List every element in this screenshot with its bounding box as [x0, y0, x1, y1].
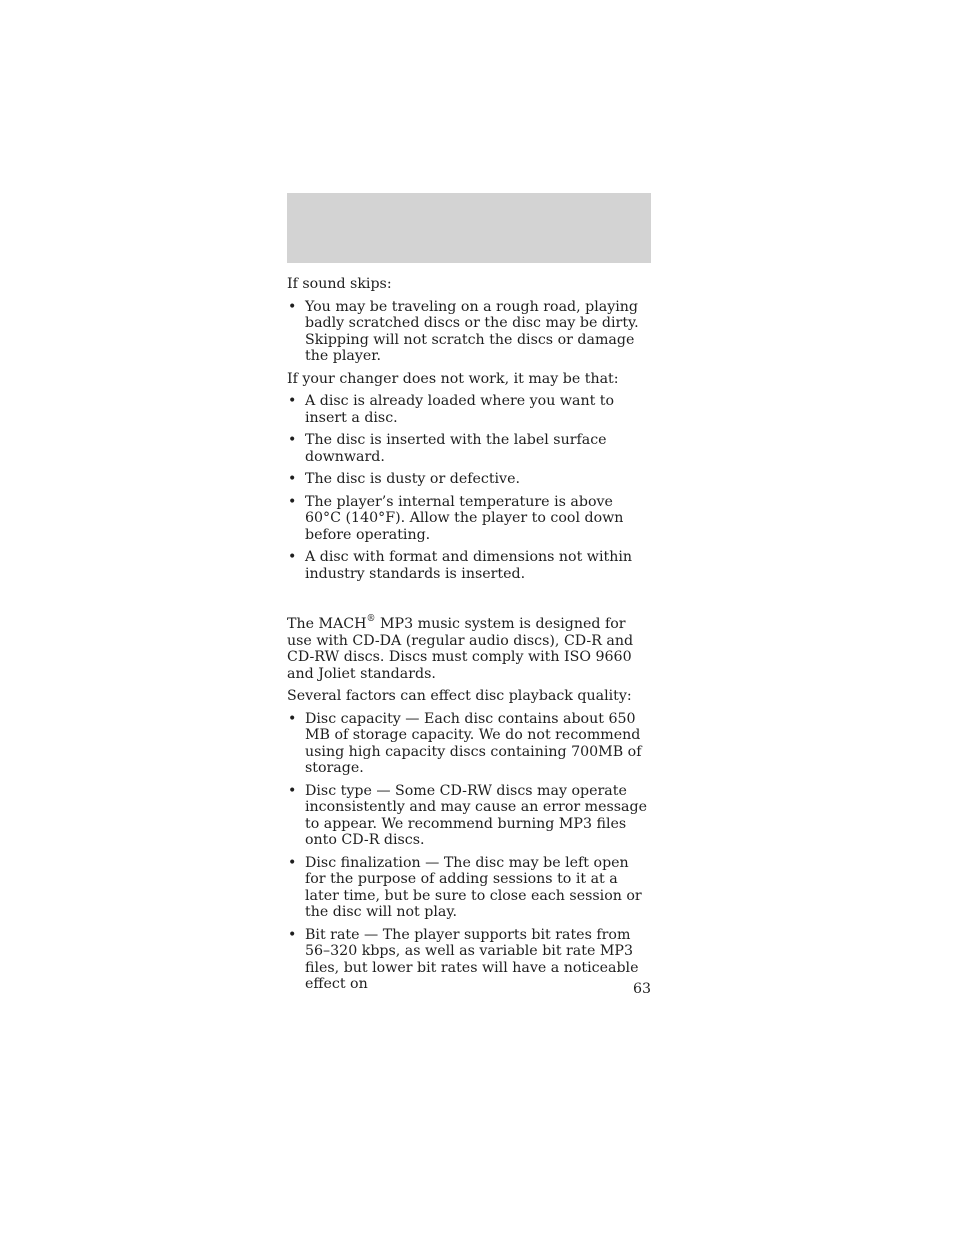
- factors-list: [287, 711, 653, 993]
- bullet-icon: •: [288, 854, 297, 871]
- list-item: • Bit rate — The player supports bit rates from 56–320 kbps, as well as variable bit rate MP3 files, but lower bit rates will have a noticeable effect on: [288, 926, 639, 992]
- list-item: • Disc capacity — Each disc contains about 650 MB of storage capacity. We do not recommend using high capacity discs containing 700MB of storage.: [288, 710, 642, 776]
- list-item: • The player’s internal temperature is above 60°C (140°F). Allow the player to cool down before operating.: [288, 493, 624, 543]
- list-item: • Disc finalization — The disc may be left open for the purpose of adding sessions to it at a later time, but be sure to close each session or the disc will not play.: [288, 854, 642, 920]
- bullet-icon: •: [288, 471, 297, 487]
- section-spacer: [287, 588, 653, 616]
- bullet-icon: •: [288, 926, 297, 943]
- bullet-icon: •: [288, 393, 297, 409]
- registered-mark: ®: [366, 614, 376, 625]
- list-item: • You may be traveling on a rough road, playing badly scratched discs or the disc may be dirty. Skipping will not scratch the discs or damage the player.: [288, 298, 639, 364]
- list-item: • The disc is dusty or defective.: [288, 471, 520, 487]
- section-header-bar: [287, 193, 651, 263]
- bullet-icon: •: [288, 549, 297, 565]
- mp3-system-intro: The MACH® MP3 music system is designed for use with CD-DA (regular audio discs), CD-R and CD-RW discs. Discs must comply with ISO 9660 and Joliet standards.: [287, 614, 634, 682]
- bullet-icon: •: [288, 432, 297, 448]
- page-content: [287, 276, 653, 999]
- list-item: • The disc is inserted with the label surface downward.: [288, 432, 607, 465]
- sound-skips-intro: If sound skips:: [287, 276, 392, 292]
- changer-intro: If your changer does not work, it may be that:: [287, 370, 619, 387]
- bullet-icon: •: [288, 298, 297, 315]
- bullet-icon: •: [288, 493, 297, 510]
- sound-skips-list: [287, 299, 653, 365]
- page-number: 63: [632, 981, 651, 997]
- list-item: • Disc type — Some CD-RW discs may operate inconsistently and may cause an error message to appear. We recommend burning MP3 files onto CD-R discs.: [288, 782, 647, 848]
- bullet-icon: •: [288, 710, 297, 727]
- changer-list: [287, 393, 653, 582]
- bullet-icon: •: [288, 782, 297, 799]
- list-item: • A disc is already loaded where you want to insert a disc.: [288, 393, 615, 426]
- factors-intro: Several factors can effect disc playback quality:: [287, 688, 632, 704]
- list-item: • A disc with format and dimensions not within industry standards is inserted.: [288, 549, 633, 582]
